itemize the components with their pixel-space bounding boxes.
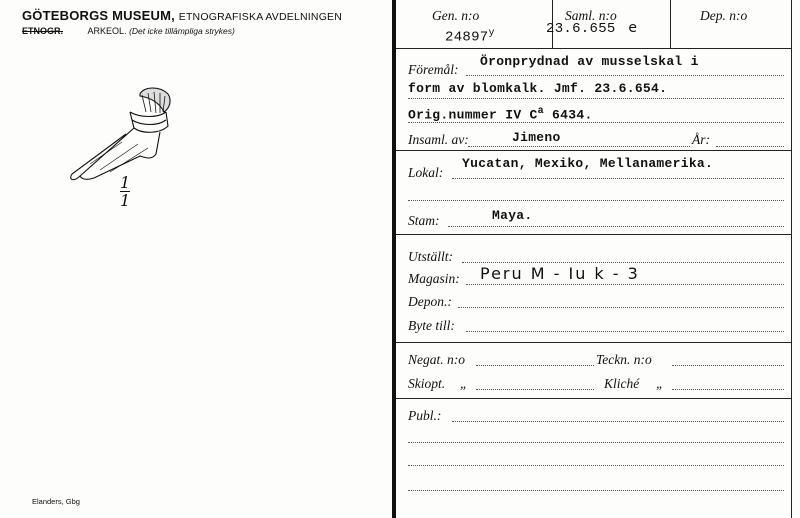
saml-number: 23.6.655	[546, 21, 616, 37]
dotted-line	[452, 421, 784, 422]
utstallt-label: Utställt:	[408, 249, 454, 264]
section-border	[396, 150, 792, 151]
orig-value: 6434.	[552, 107, 593, 123]
orig-sup: a	[537, 106, 544, 117]
dotted-line	[408, 98, 784, 99]
dotted-line	[458, 307, 784, 308]
department-name: ETNOGRAFISKA AVDELNINGEN	[178, 11, 343, 23]
scale-marker	[120, 173, 131, 210]
dotted-line	[466, 331, 784, 332]
publ-label: Publ.:	[408, 408, 442, 423]
dotted-line	[462, 262, 784, 263]
dotted-line	[672, 365, 784, 366]
byte-label: Byte till:	[408, 318, 455, 333]
dotted-line	[408, 442, 784, 443]
dotted-line	[466, 284, 784, 285]
dotted-line	[452, 178, 784, 179]
dotted-line	[466, 75, 784, 76]
saml-value	[546, 20, 637, 37]
lokal-label: Lokal:	[408, 165, 444, 180]
gen-superscript: y	[488, 28, 495, 39]
scale-numerator: 1	[120, 173, 131, 192]
gen-number: 24897	[445, 29, 489, 46]
dotted-line	[408, 465, 784, 466]
top-divider-2	[670, 0, 671, 48]
foremal-line-2: form av blomkalk. Jmf. 23.6.654.	[408, 81, 668, 96]
saml-label: Saml. n:o	[565, 8, 617, 23]
insaml-label: Insaml. av:	[408, 132, 469, 147]
foremal-label: Föremål:	[408, 62, 459, 77]
stam-label: Stam:	[408, 213, 440, 228]
gen-value	[445, 28, 495, 46]
teckn-label: Teckn. n:o	[596, 352, 652, 367]
section-border	[396, 234, 792, 235]
strike-note: (Det icke tillämpliga strykes)	[129, 26, 235, 36]
negat-label: Negat. n:o	[408, 352, 465, 367]
dotted-line	[408, 122, 784, 123]
dotted-line	[408, 200, 784, 201]
insaml-value: Jimeno	[512, 130, 561, 145]
stam-value: Maya.	[492, 208, 533, 223]
dotted-line	[716, 146, 784, 147]
category-line	[22, 26, 235, 36]
dotted-line	[448, 226, 784, 227]
section-border	[396, 398, 792, 399]
ar-label: År:	[692, 132, 710, 147]
section-border	[396, 342, 792, 343]
dotted-line	[476, 389, 594, 390]
struck-category: ETNOGR.	[22, 26, 64, 36]
gen-label: Gen. n:o	[432, 8, 480, 23]
dotted-line	[476, 365, 594, 366]
arkeol-category: ARKEOL.	[87, 26, 127, 36]
skiopt-ditto: „	[460, 376, 468, 391]
scale-denominator: 1	[120, 191, 131, 210]
kliche-label: Kliché	[604, 376, 640, 391]
saml-suffix: e	[628, 20, 638, 36]
kliche-ditto: „	[656, 376, 664, 391]
dotted-line	[672, 389, 784, 390]
lokal-value: Yucatan, Mexiko, Mellanamerika.	[462, 156, 714, 171]
top-row-border	[396, 48, 792, 49]
orig-number	[408, 106, 593, 122]
magasin-value: Peru M - Iu k - 3	[480, 264, 640, 283]
museum-header	[22, 8, 342, 23]
museum-name: GÖTEBORGS MUSEUM,	[22, 8, 175, 23]
printer-imprint: Elanders, Gbg	[32, 497, 80, 506]
depon-label: Depon.:	[408, 294, 452, 309]
dotted-line	[468, 146, 690, 147]
skiopt-label: Skiopt.	[408, 376, 446, 391]
orig-prefix: Orig.nummer IV C	[408, 107, 538, 123]
foremal-line-1: Öronprydnad av musselskal i	[480, 54, 699, 69]
dep-label: Dep. n:o	[700, 8, 748, 23]
magasin-label: Magasin:	[408, 271, 460, 286]
dotted-line	[408, 490, 784, 491]
